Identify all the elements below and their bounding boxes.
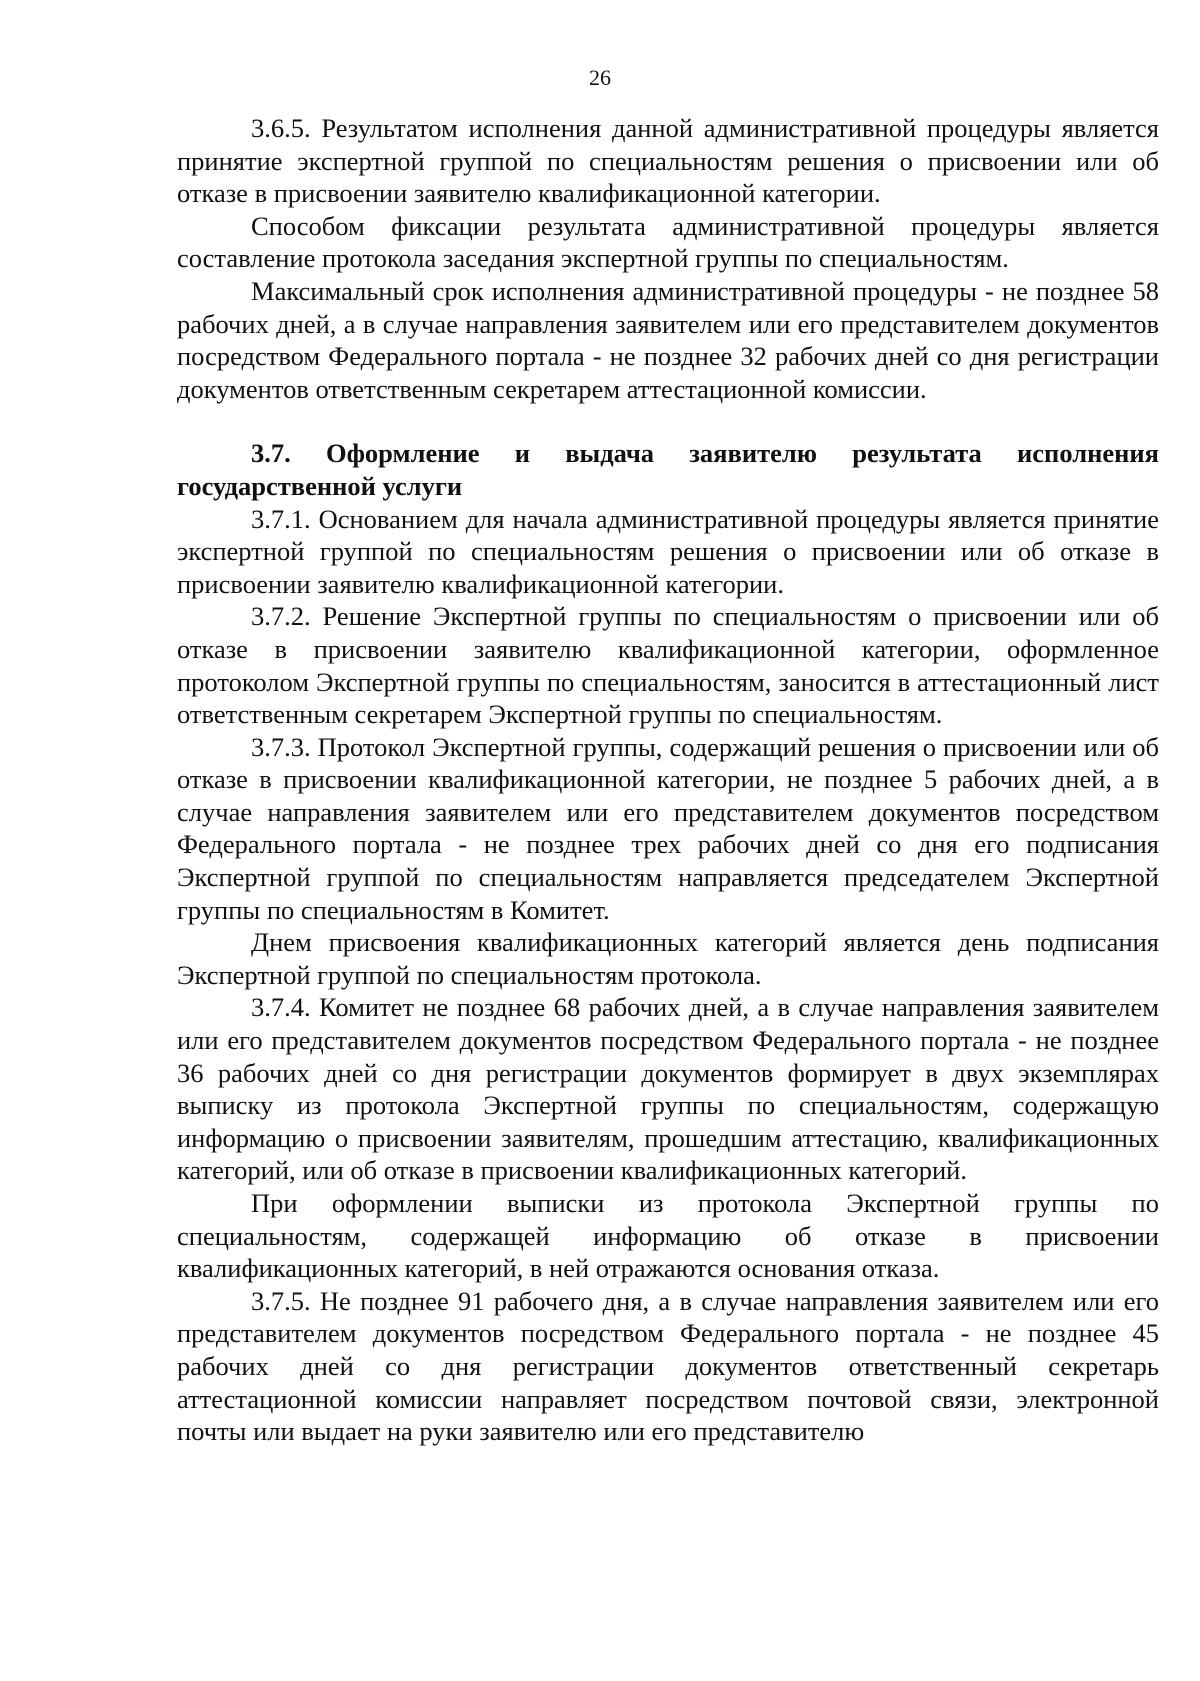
paragraph-3-7-5: 3.7.5. Не позднее 91 рабочего дня, а в случае направления заявителем или его представителем документов посредством Федерального портала - не позднее 45 рабочих дней со дня регистрации документов ответственный секретарь аттестационной комиссии направляет посредством почтовой связи, электронной почты или выдает на руки заявителю или его представителю xyxy=(177,1285,1159,1447)
document-body xyxy=(177,112,1159,1448)
paragraph-assignment-day: Днем присвоения квалификационных категорий является день подписания Экспертной группой по специальностям протокола. xyxy=(177,927,1159,990)
paragraph-max-term: Максимальный срок исполнения административной процедуры - не позднее 58 рабочих дней, а в случае направления заявителем или его представителем документов посредством Федерального портала - не позднее 32 рабочих дней со дня регистрации документов ответственным секретарем аттестационной комиссии. xyxy=(177,275,1159,404)
page-number: 26 xyxy=(589,65,611,90)
paragraph-3-7-4: 3.7.4. Комитет не позднее 68 рабочих дней, а в случае направления заявителем или его представителем документов посредством Федерального портала - не позднее 36 рабочих дней со дня регистрации документов формирует в двух экземплярах выписку из протокола Экспертной группы по специальностям, содержащую информацию о присвоении заявителям, прошедшим аттестацию, квалификационных категорий, или об отказе в присвоении квалификационных категорий. xyxy=(177,992,1159,1186)
paragraph-3-7-2: 3.7.2. Решение Экспертной группы по специальностям о присвоении или об отказе в присвоении заявителю квалификационной категории, оформленное протоколом Экспертной группы по специальностям, заносится в аттестационный лист ответственным секретарем Экспертной группы по специальностям. xyxy=(177,601,1159,730)
paragraph-3-7-3: 3.7.3. Протокол Экспертной группы, содержащий решения о присвоении или об отказе в присвоении квалификационной категории, не позднее 5 рабочих дней, а в случае направления заявителем или его представителем документов посредством Федерального портала - не позднее трех рабочих дней со дня его подписания Экспертной группой по специальностям направляется председателем Экспертной группы по специальностям в Комитет. xyxy=(177,731,1159,925)
paragraph-3-7-1: 3.7.1. Основанием для начала административной процедуры является принятие экспертной группой по специальностям решения о присвоении или об отказе в присвоении заявителю квалификационной категории. xyxy=(177,503,1159,599)
paragraph-refusal-grounds: При оформлении выписки из протокола Экспертной группы по специальностям, содержащей информацию об отказе в присвоении квалификационных категорий, в ней отражаются основания отказа. xyxy=(177,1188,1159,1284)
paragraph-3-6-5: 3.6.5. Результатом исполнения данной административной процедуры является принятие экспертной группой по специальностям решения о присвоении или об отказе в присвоении заявителю квалификационной категории. xyxy=(177,113,1159,209)
paragraph-result-fixation: Способом фиксации результата административной процедуры является составление протокола заседания экспертной группы по специальностям. xyxy=(177,210,1159,274)
section-heading-3-7: 3.7. Оформление и выдача заявителю результата исполнения государственной услуги xyxy=(177,438,1159,501)
